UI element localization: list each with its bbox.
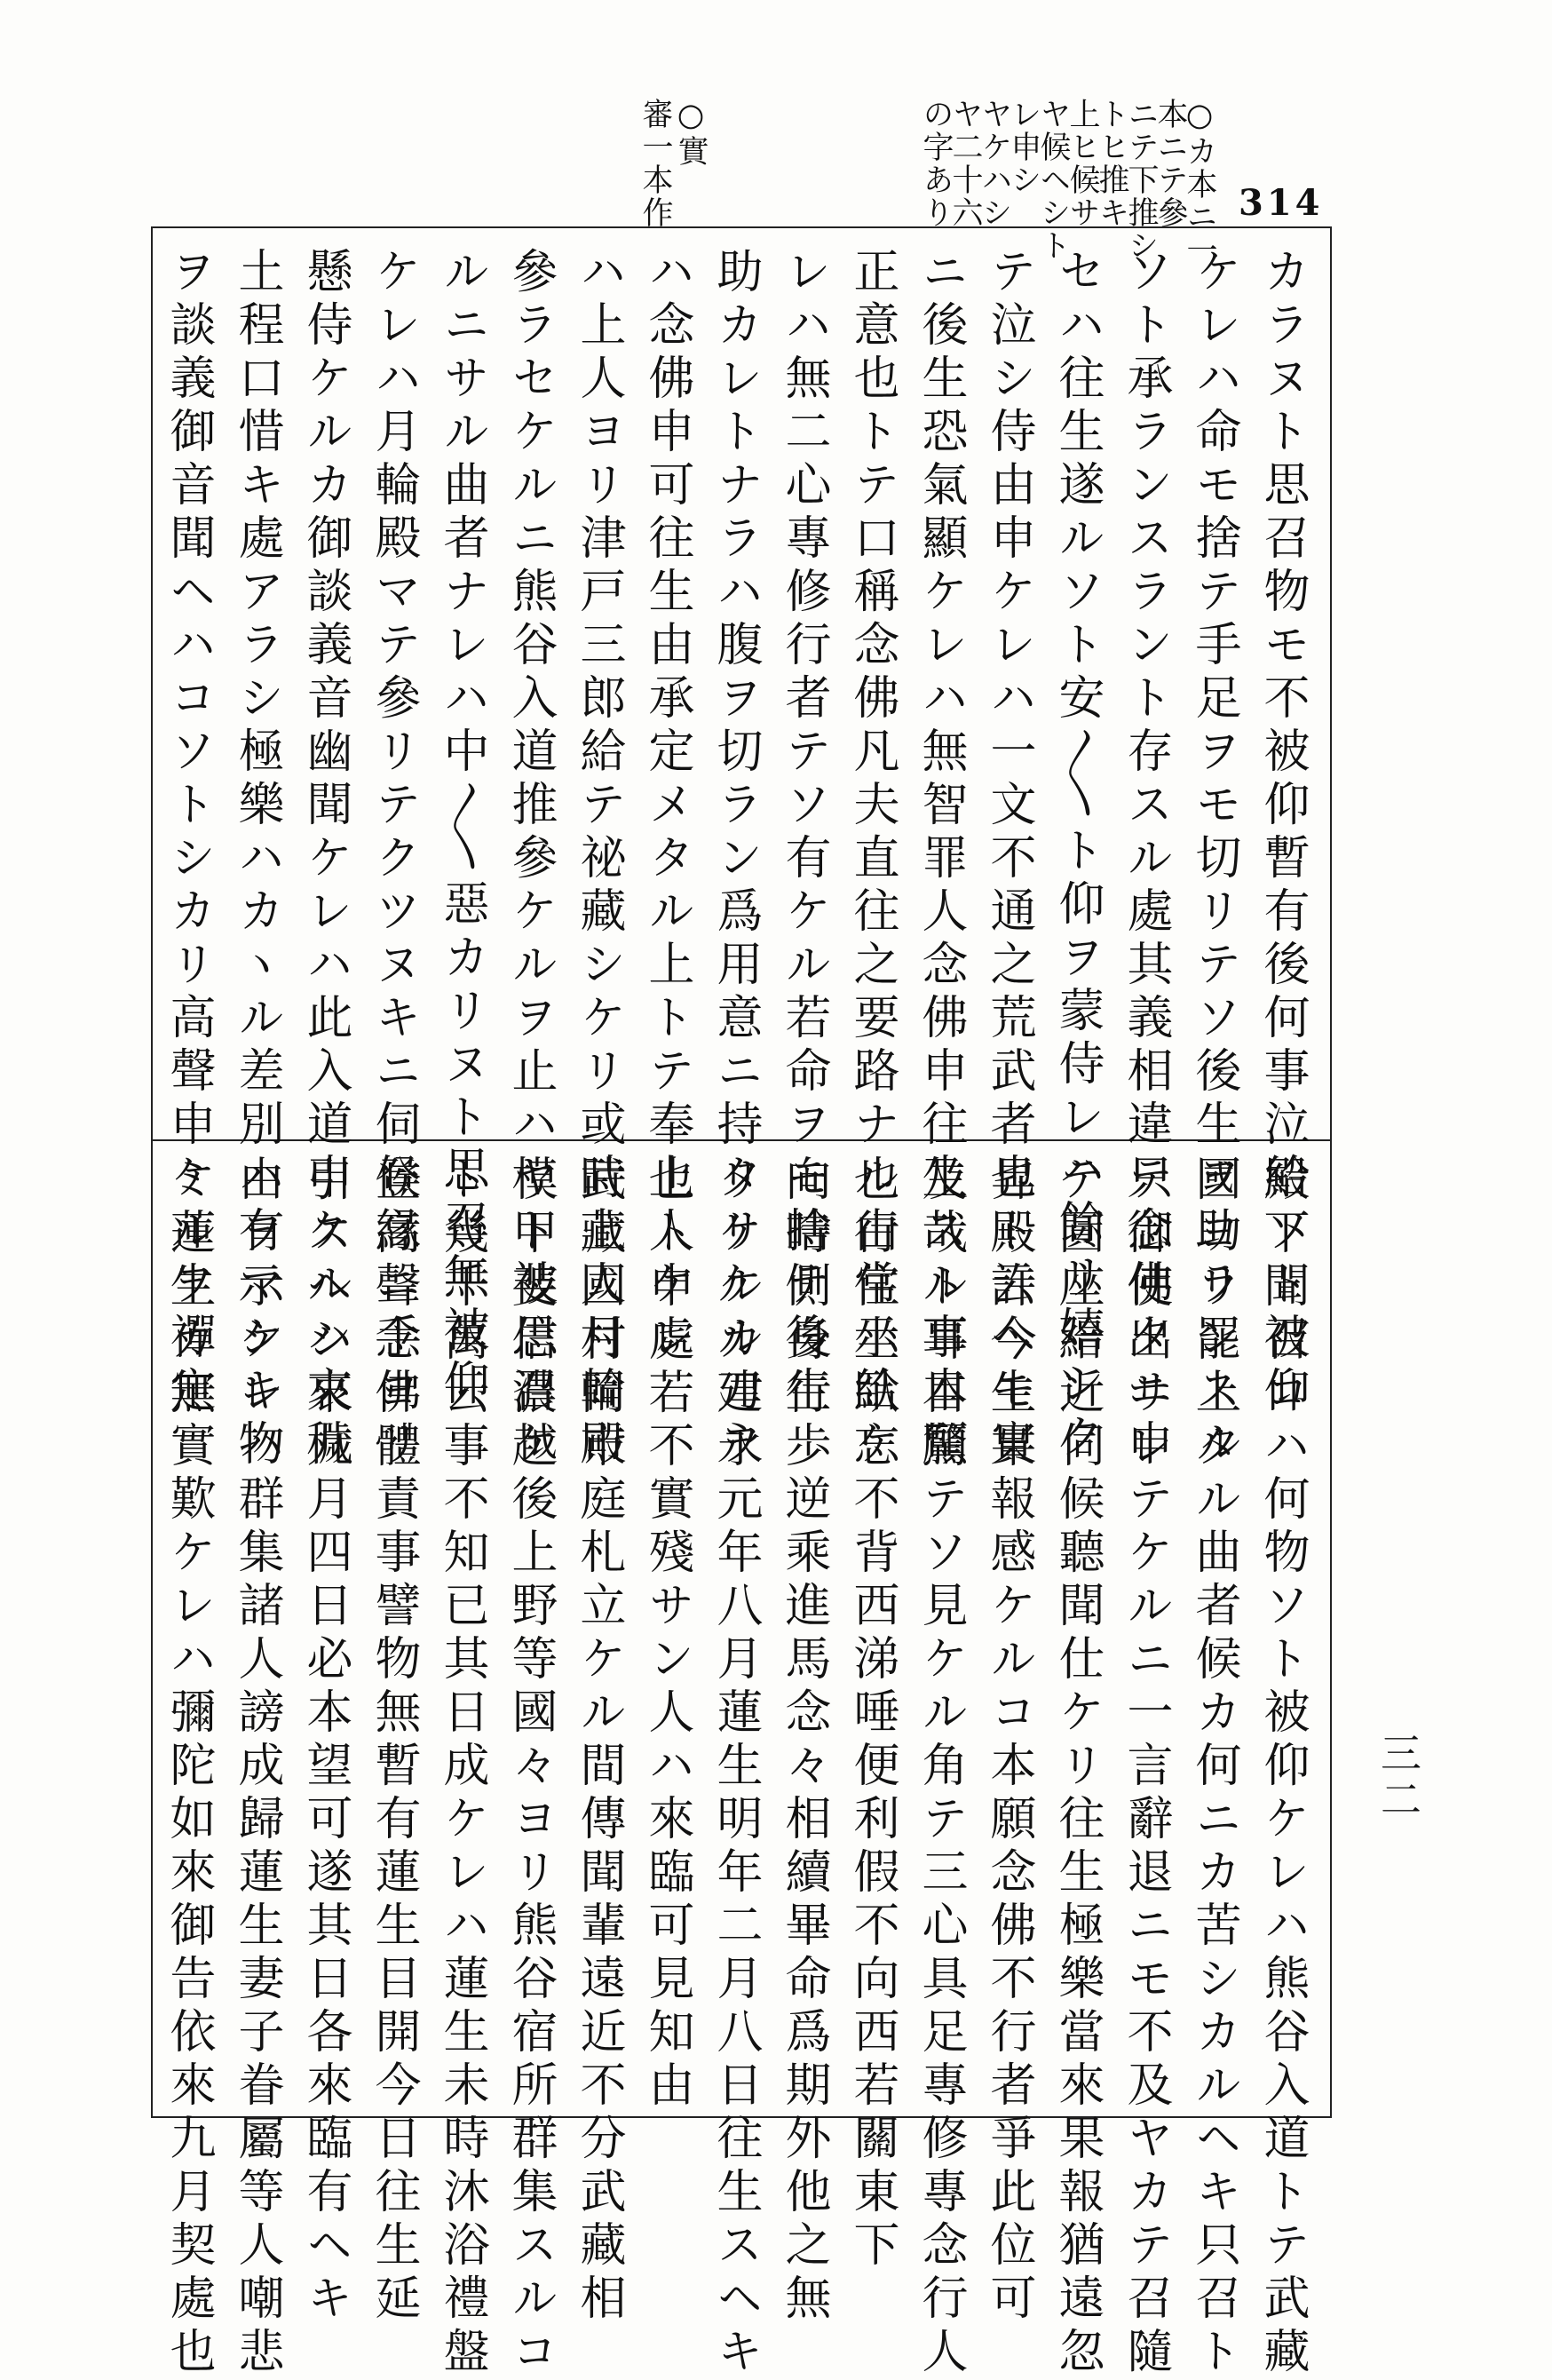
text-column: 引スヘシ來九月四日必本望可遂其日各來臨有ヘキ	[298, 1154, 352, 2327]
text-column: テ御使出サレテケルニ一言辭退ニモ不及ヤカテ召隨	[1119, 1154, 1172, 2380]
note-column: ニテ下推シ	[1123, 98, 1159, 262]
text-column: 參ラセケルニ熊谷入道推參ケルヲ止ハヤト被思召ケ	[503, 247, 557, 1472]
text-column: 也ト申處若不實殘サン人ハ來臨可見知由	[640, 1154, 693, 2114]
note-column: ヤケハシ	[977, 98, 1012, 229]
text-column: レハ無二心專修行者テソ有ケル若命ヲモ捨テ後生	[777, 247, 830, 1419]
text-column: 正意也トテ口稱念佛凡夫直往之要路ナル由常示給ケ	[845, 247, 899, 1472]
text-column: 助カレトナラハ腹ヲ切ラン爲用意ニ持タリケル刀ヲ	[709, 247, 762, 1472]
page-number: 314	[1239, 182, 1324, 224]
note-column: ヤ候ヘシト	[1035, 98, 1071, 262]
text-column: 及哉ト耳目驚テソ見ケル角テ三心具足專修專念行人	[914, 1154, 967, 2380]
note-column: の字あり	[918, 98, 954, 229]
text-column: ソト承ランスラント存スル處其義相違只念佛タニ申	[1119, 247, 1172, 1472]
note-column: ○實	[673, 98, 709, 168]
text-column: ニ後生恐氣顯ケレハ無智罪人念佛申往生スル事本願	[914, 247, 967, 1472]
text-column: ミ蓮生カ無實歎ケレハ彌陀如來御告依來九月契處也	[162, 1154, 215, 2380]
text-column: カラヌト思召物モ不被仰暫有後何事泣給ソト被仰	[1255, 247, 1309, 1419]
note-column: レ申シ	[1006, 98, 1041, 196]
text-column: 也行住坐臥忘不背西涕唾便利假不向西若關東下	[845, 1154, 899, 2273]
text-column: 殿下聞召コハ何物ソト被仰ケレハ熊谷入道トテ武藏	[1255, 1154, 1309, 2380]
note-column: トヒ推キ	[1094, 98, 1129, 229]
text-column: ハ上人ヨリ津戸三郎給テ祕藏シケリ或時上人月輪殿	[572, 247, 625, 1472]
note-column: 本ニテ參	[1152, 98, 1188, 229]
note-column: 上ヒ候サ	[1065, 98, 1100, 229]
note-column: ヤ二十六	[947, 98, 983, 229]
text-column: ハ念佛申可往生由承定メタル上トテ奉上人ケレ	[640, 247, 693, 1366]
text-column: テ泣シ侍由申ケレハ一文不通之荒武者也ト云ヘモ實	[982, 247, 1035, 1472]
text-column: リケルカ建永元年八月蓮生明年二月八日往生スヘキ	[709, 1154, 762, 2380]
text-column: テ圓座給近伺候聽聞仕ケリ往生極樂當來果報猶遠忽	[1050, 1154, 1104, 2380]
chapter-number: 三二	[1374, 1732, 1422, 1824]
text-column: 國ヨリ罷上タル曲者候カ何ニカ苦シカルヘキ只召ト	[1187, 1154, 1240, 2380]
text-column: 向時側身行歩逆乘進馬念々相續畢命爲期外他之無	[777, 1154, 830, 2327]
text-column: ヲ談義御音聞ヘハコソトシカリ高聲申ケルヲ禪定	[162, 247, 215, 1419]
text-column: 登高聲念佛體責事譬物無暫有蓮生目開今日往生延	[367, 1154, 420, 2327]
note-column: ○カ本ニ一	[1182, 98, 1217, 266]
text-column: ケレハ命モ捨テ手足ヲモ切リテソ後生ヲ助ランスル	[1187, 247, 1240, 1472]
text-column: 懸侍ケルカ御談義音幽聞ケレハ此入道申ケルハ哀穢	[298, 247, 352, 1472]
note-column: 審一本作	[637, 98, 673, 229]
text-column: 昇殿許今生果報感ケルコ本願念佛不行者爭此位可	[982, 1154, 1035, 2327]
text-column: 模甲斐信濃越後上野等國々ヨリ熊谷宿所群集スルコ	[503, 1154, 557, 2380]
text-column: 土程口惜キ處アラシ極樂ハカヽル差別ハ有マシキ物	[230, 247, 283, 1472]
text-column: 武藏國村岡市庭札立ケル間傳聞輩遠近不分武藏相	[572, 1154, 625, 2327]
text-column: ルニサル曲者ナレハ中〳〵惡カリヌト思召無被仰	[435, 247, 488, 1412]
text-column: 由ヲ示ケレハ群集諸人謗成歸蓮生妻子眷屬等人嘲悲	[230, 1154, 283, 2380]
text-column: ト幾千萬云事不知已其日成ケレハ蓮生未時沐浴禮盤	[435, 1154, 488, 2380]
text-column: ケレハ月輪殿マテ參リテクツヌキニ伺候縁ニ手ヨリ	[367, 247, 420, 1472]
text-column: セハ往生遂ルソト安〳〵ト仰ヲ蒙侍レハ餘リ嬉シク	[1050, 247, 1104, 1465]
